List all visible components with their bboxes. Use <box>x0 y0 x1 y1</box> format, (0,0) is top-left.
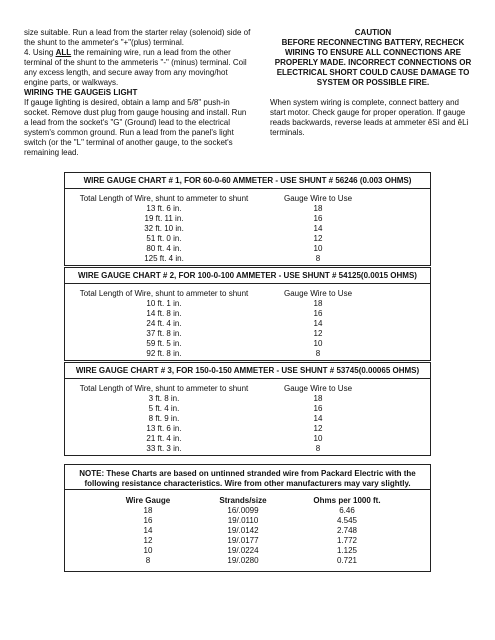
p2-rest: the remaining wire, run a lead from the other terminal of the shunt to the ammeteris "-" (minus) terminal. Coil any excess length, and secure away from any moving/hot engine parts, or walkways. <box>24 48 247 87</box>
chart-1-title: WIRE GAUGE CHART # 1, FOR 60-0-60 AMMETER - USE SHUNT # 56246 (0.003 OHMS) <box>65 173 430 189</box>
chart-3-length: 3 ft. 8 in. <box>148 394 180 403</box>
chart-1-gauge: 8 <box>315 254 321 263</box>
ohms-value: 1.772 <box>336 536 358 545</box>
chart-1-gauge: 18 <box>313 204 323 213</box>
gauge-light-heading: WIRING THE GAUGEiS LIGHT <box>24 88 138 97</box>
chart-2-length: 37 ft. 8 in. <box>146 329 182 338</box>
chart-3-length: 33 ft. 3 in. <box>146 444 182 453</box>
right-paragraph-1: When system wiring is complete, connect battery and start motor. Check gauge for proper operation. If gauge reads backwards, reverse leads at ammeter êSì and êLì terminals. <box>270 98 469 137</box>
chart-3-gauge: 18 <box>313 394 323 403</box>
note-text: NOTE: These Charts are based on untinned stranded wire from Packard Electric with the following resistance characteristics. Wire from other manufacturers may vary slightly. <box>65 465 430 490</box>
wire-gauge-chart-2 <box>64 267 431 361</box>
chart-3-gauge: 16 <box>313 404 323 413</box>
chart-3-length: 21 ft. 4 in. <box>146 434 182 443</box>
left-column <box>24 28 252 158</box>
ohms-header: Ohms per 1000 ft. <box>313 496 381 505</box>
chart-1-length: 125 ft. 4 in. <box>144 254 184 263</box>
chart-1-length: 13 ft. 6 in. <box>146 204 182 213</box>
chart-3-gauge: 10 <box>313 434 323 443</box>
chart-1-lengths <box>65 194 263 264</box>
chart-1-gauge: 10 <box>313 244 323 253</box>
chart-3-length: 13 ft. 6 in. <box>146 424 182 433</box>
strands-column <box>203 496 283 566</box>
strands-value: 19/.0224 <box>227 546 259 555</box>
strands-value: 16/.0099 <box>227 506 259 515</box>
strands-value: 19/.0142 <box>227 526 259 535</box>
chart-3-gauge: 14 <box>313 414 323 423</box>
chart-2-lengths <box>65 289 263 359</box>
wire-gauge-value: 10 <box>143 546 153 555</box>
chart-2-length: 14 ft. 8 in. <box>146 309 182 318</box>
wire-gauge-chart-3 <box>64 362 431 456</box>
ohms-value: 1.125 <box>336 546 358 555</box>
chart-3-gauge: 12 <box>313 424 323 433</box>
chart-3-lengths <box>65 384 263 454</box>
left-paragraph-2 <box>24 48 252 88</box>
chart-1-length: 32 ft. 10 in. <box>144 224 184 233</box>
chart-2-col1-header: Total Length of Wire, shunt to ammeter to shunt <box>79 289 249 298</box>
chart-2-gauge: 12 <box>313 329 323 338</box>
p2-prefix: 4. Using <box>24 48 56 57</box>
chart-1-col2-header: Gauge Wire to Use <box>283 194 353 203</box>
chart-2-gauge: 18 <box>313 299 323 308</box>
wire-gauge-chart-1 <box>64 172 431 266</box>
chart-2-length: 24 ft. 4 in. <box>146 319 182 328</box>
wire-gauge-value: 14 <box>143 526 153 535</box>
chart-2-title: WIRE GAUGE CHART # 2, FOR 100-0-100 AMMETER - USE SHUNT # 54125(0.0015 OHMS) <box>65 268 430 284</box>
wire-gauge-value: 8 <box>145 556 151 565</box>
chart-3-gauges <box>263 384 373 454</box>
chart-2-gauge: 8 <box>315 349 321 358</box>
strands-value: 19/.0110 <box>227 516 259 525</box>
wire-gauge-value: 12 <box>143 536 153 545</box>
chart-1-gauge: 14 <box>313 224 323 233</box>
ohms-value: 6.46 <box>339 506 355 515</box>
chart-1-gauges <box>263 194 373 264</box>
strands-header: Strands/size <box>219 496 267 505</box>
left-paragraph-3: If gauge lighting is desired, obtain a lamp and 5/8" push-in socket. Remove dust plug from gauge housing and install. Run a lead from the socket's "G" (Ground) lead to the electrical system's common ground. Run a lead from the panel's light switch (or the "L" terminal of another gauge, to the socket's remaining lead. <box>24 98 247 157</box>
chart-2-length: 59 ft. 5 in. <box>146 339 182 348</box>
strands-value: 19/.0280 <box>227 556 259 565</box>
chart-2-length: 10 ft. 1 in. <box>146 299 182 308</box>
chart-3-title: WIRE GAUGE CHART # 3, FOR 150-0-150 AMMETER - USE SHUNT # 53745(0.00065 OHMS) <box>65 363 430 379</box>
chart-1-gauge: 12 <box>313 234 323 243</box>
caution-title: CAUTION <box>354 28 392 37</box>
chart-3-col2-header: Gauge Wire to Use <box>283 384 353 393</box>
chart-1-gauge: 16 <box>313 214 323 223</box>
right-column <box>270 28 476 138</box>
wire-gauge-value: 16 <box>143 516 153 525</box>
ohms-value: 0.721 <box>336 556 358 565</box>
chart-2-gauge: 14 <box>313 319 323 328</box>
ohms-column <box>297 496 397 566</box>
chart-2-length: 92 ft. 8 in. <box>146 349 182 358</box>
chart-2-col2-header: Gauge Wire to Use <box>283 289 353 298</box>
strands-value: 19/.0177 <box>227 536 259 545</box>
chart-2-gauge: 10 <box>313 339 323 348</box>
chart-1-length: 19 ft. 11 in. <box>144 214 184 223</box>
chart-1-length: 51 ft. 0 in. <box>146 234 182 243</box>
chart-2-gauge: 16 <box>313 309 323 318</box>
chart-3-gauge: 8 <box>315 444 321 453</box>
chart-1-col1-header: Total Length of Wire, shunt to ammeter to shunt <box>79 194 249 203</box>
resistance-note-box <box>64 464 431 572</box>
p2-emphasis: ALL <box>55 48 72 57</box>
left-paragraph-1: size suitable. Run a lead from the starter relay (solenoid) side of the shunt to the ammeter's "+"(plus) terminal. <box>24 28 251 47</box>
ohms-value: 2.748 <box>336 526 358 535</box>
wire-gauge-header: Wire Gauge <box>125 496 171 505</box>
wire-gauge-value: 18 <box>143 506 153 515</box>
chart-3-length: 8 ft. 9 in. <box>148 414 180 423</box>
chart-3-length: 5 ft. 4 in. <box>148 404 180 413</box>
ohms-value: 4.545 <box>336 516 358 525</box>
chart-3-col1-header: Total Length of Wire, shunt to ammeter to shunt <box>79 384 249 393</box>
wire-gauge-column <box>113 496 183 566</box>
instruction-columns <box>24 28 474 168</box>
caution-text: BEFORE RECONNECTING BATTERY, RECHECK WIRING TO ENSURE ALL CONNECTIONS ARE PROPERLY MADE. INCORRECT CONNECTIONS OR ELECTRICAL SHORT COULD CAUSE DAMAGE TO SYSTEM OR POSSIBLE FIRE. <box>274 38 472 87</box>
chart-2-gauges <box>263 289 373 359</box>
chart-1-length: 80 ft. 4 in. <box>146 244 182 253</box>
